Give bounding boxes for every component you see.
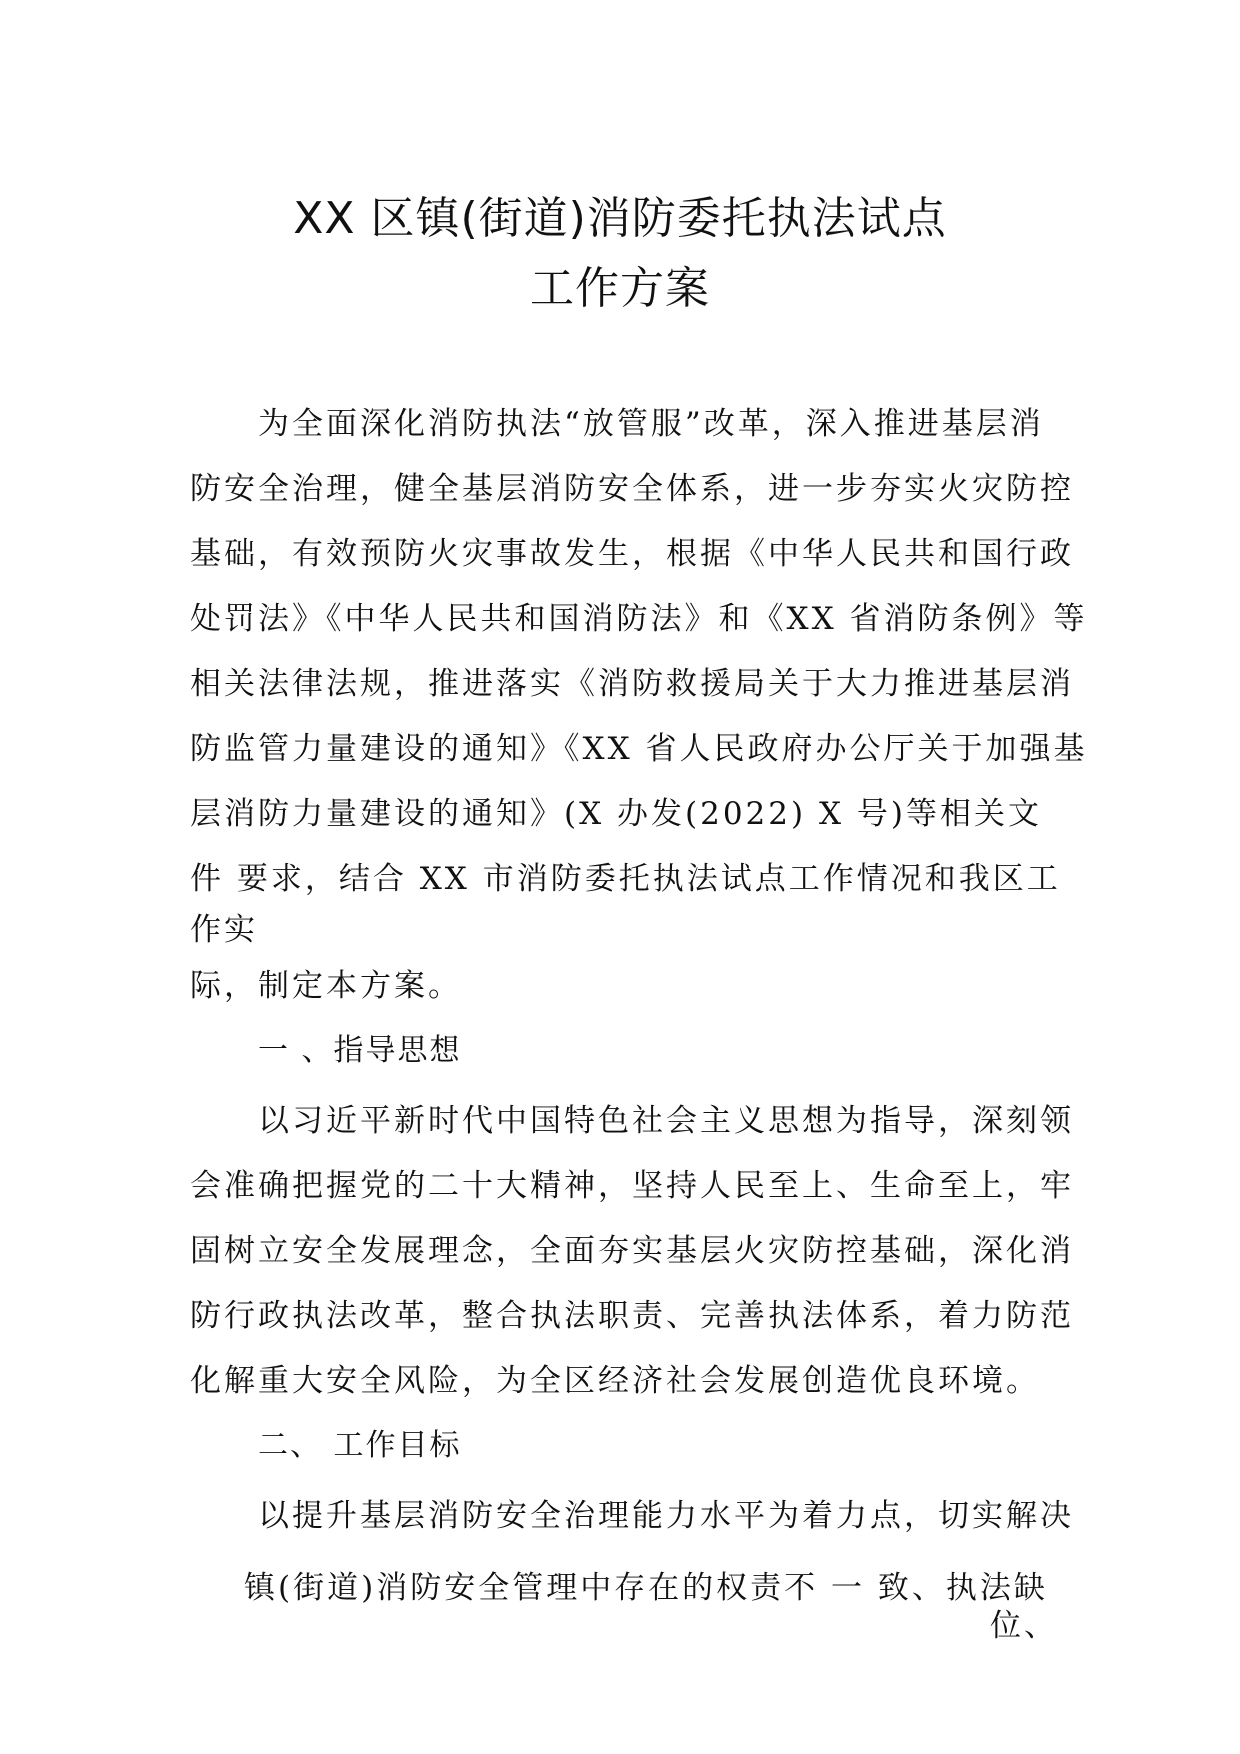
paragraph-2-line: 防行政执法改革，整合执法职责、完善执法体系，着力防范 [190,1298,1074,1334]
section-heading-guiding-ideology: 一 、指导思想 [258,1033,462,1068]
paragraph-1-line: 层消防力量建设的通知》(X 办发(2022) X 号)等相关文 [190,796,1042,832]
paragraph-1-line: 作实 [190,912,258,948]
section-heading-work-goals: 二、 工作目标 [258,1428,462,1463]
paragraph-3-line: 镇(街道)消防安全管理中存在的权责不 一 致、执法缺 [244,1570,1048,1606]
document-title-line-2: 工作方案 [530,263,710,314]
paragraph-2-line: 会准确把握党的二十大精神，坚持人民至上、生命至上，牢 [190,1168,1074,1204]
paragraph-3-line: 位、 [990,1608,1058,1644]
paragraph-2-line: 以习近平新时代中国特色社会主义思想为指导，深刻领 [258,1103,1074,1139]
paragraph-1-line: 相关法律法规，推进落实《消防救援局关于大力推进基层消 [190,666,1074,702]
paragraph-1-line: 为全面深化消防执法“放管服”改革，深入推进基层消 [258,406,1044,442]
paragraph-2-line: 固树立安全发展理念，全面夯实基层火灾防控基础，深化消 [190,1233,1074,1269]
paragraph-1-line: 处罚法》《中华人民共和国消防法》和《XX 省消防条例》等 [190,601,1088,637]
document-title-line-1: XX 区镇(街道)消防委托执法试点 [293,193,947,244]
paragraph-1-line: 基础，有效预防火灾事故发生，根据《中华人民共和国行政 [190,536,1074,572]
paragraph-1-line: 防监管力量建设的通知》《XX 省人民政府办公厅关于加强基 [190,731,1088,767]
paragraph-1-line: 件 要求，结合 XX 市消防委托执法试点工作情况和我区工 [190,861,1061,897]
paragraph-3-line: 以提升基层消防安全治理能力水平为着力点，切实解决 [258,1498,1074,1534]
paragraph-1-line: 际，制定本方案。 [190,968,462,1004]
paragraph-2-line: 化解重大安全风险，为全区经济社会发展创造优良环境。 [190,1363,1040,1399]
paragraph-1-line: 防安全治理，健全基层消防安全体系，进一步夯实火灾防控 [190,471,1074,507]
